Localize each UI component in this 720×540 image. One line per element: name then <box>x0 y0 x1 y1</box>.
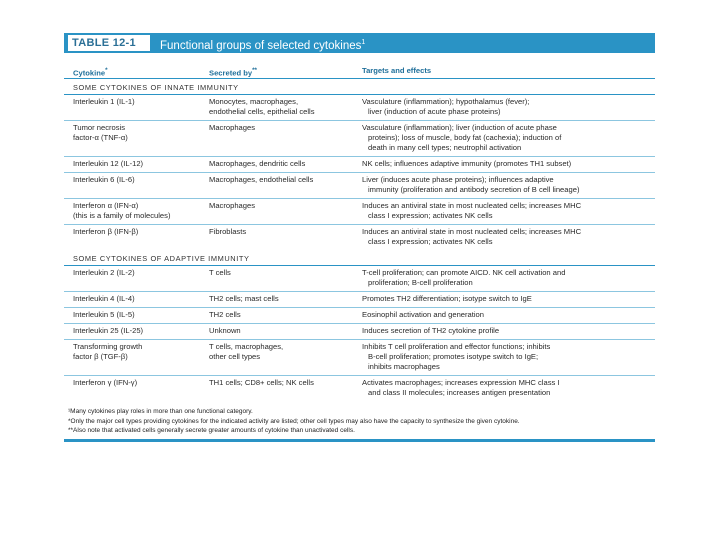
cell-cytokine <box>64 294 209 304</box>
cell-line: Activates macrophages; increases expression MHC class I <box>362 378 560 387</box>
cell-line: endothelial cells, epithelial cells <box>209 107 315 116</box>
cell-line: T-cell proliferation; can promote AICD. NK cell activation and <box>362 268 566 277</box>
cell-line: T cells <box>209 268 231 277</box>
footnote: **Also note that activated cells generally secrete greater amounts of cytokine than unactivated cells. <box>68 427 355 434</box>
cell-line: Macrophages, endothelial cells <box>209 175 314 184</box>
cell-line: Eosinophil activation and generation <box>362 310 485 319</box>
section-title: SOME CYTOKINES OF INNATE IMMUNITY <box>73 83 239 92</box>
header-cytokine-mark: * <box>105 67 108 74</box>
cell-secreted-by <box>209 310 362 320</box>
cell-line: death in many cell types; neutrophil activation <box>368 143 522 152</box>
cell-secreted-by <box>209 326 362 336</box>
table-body <box>64 82 655 401</box>
cytokine-table-slide <box>64 33 655 442</box>
cell-secreted-by <box>209 378 362 398</box>
cell-line: and class II molecules; increases antigen presentation <box>368 388 551 397</box>
cell-line: Interleukin 1 (IL-1) <box>73 97 135 106</box>
cell-cytokine <box>64 159 209 169</box>
table-row <box>64 323 655 339</box>
cell-targets <box>362 201 655 221</box>
cell-line: B-cell proliferation; promotes isotype switch to IgE; <box>368 352 539 361</box>
cell-line: immunity (proliferation and antibody secretion of B cell lineage) <box>368 185 580 194</box>
cell-secreted-by <box>209 227 362 247</box>
header-cytokine-label: Cytokine <box>73 68 106 78</box>
cell-targets <box>362 175 655 195</box>
cell-line: Unknown <box>209 326 241 335</box>
table-row <box>64 224 655 250</box>
cell-line: Interferon α (IFN-α) <box>73 201 139 210</box>
cell-targets <box>362 310 655 320</box>
cell-secreted-by <box>209 268 362 288</box>
cell-line: Induces an antiviral state in most nucleated cells; increases MHC <box>362 201 582 210</box>
cell-line: other cell types <box>209 352 261 361</box>
cell-line: Vasculature (inflammation); hypothalamus (fever); <box>362 97 530 106</box>
cell-targets <box>362 268 655 288</box>
cell-secreted-by <box>209 175 362 195</box>
cell-line: class I expression; activates NK cells <box>368 237 493 246</box>
table-row <box>64 172 655 198</box>
header-cytokine <box>64 66 209 78</box>
cell-targets <box>362 97 655 117</box>
table-row <box>64 156 655 172</box>
cell-line: Promotes TH2 differentiation; isotype switch to IgE <box>362 294 532 303</box>
cell-line: proteins); loss of muscle, body fat (cachexia); induction of <box>368 133 562 142</box>
cell-line: Induces an antiviral state in most nucleated cells; increases MHC <box>362 227 582 236</box>
cell-cytokine <box>64 227 209 247</box>
cell-line: TH2 cells; mast cells <box>209 294 279 303</box>
cell-cytokine <box>64 175 209 195</box>
cell-line: Monocytes, macrophages, <box>209 97 299 106</box>
cell-line: Interleukin 6 (IL-6) <box>73 175 135 184</box>
cell-line: factor β (TGF-β) <box>73 352 128 361</box>
table-row <box>64 94 655 120</box>
cell-line: TH2 cells <box>209 310 241 319</box>
bottom-rule <box>64 439 655 442</box>
cell-secreted-by <box>209 294 362 304</box>
cell-cytokine <box>64 123 209 153</box>
cell-targets <box>362 123 655 153</box>
header-rule <box>64 78 655 79</box>
cell-cytokine <box>64 268 209 288</box>
table-row <box>64 307 655 323</box>
cell-line: Macrophages <box>209 123 256 132</box>
cell-line: Interleukin 12 (IL-12) <box>73 159 144 168</box>
cell-line: T cells, macrophages, <box>209 342 284 351</box>
section-title: SOME CYTOKINES OF ADAPTIVE IMMUNITY <box>73 254 250 263</box>
table-row <box>64 198 655 224</box>
cell-line: Liver (induces acute phase proteins); influences adaptive <box>362 175 554 184</box>
table-title-footnote-mark: 1 <box>361 39 366 46</box>
cell-cytokine <box>64 201 209 221</box>
table-row <box>64 339 655 375</box>
footnotes <box>64 407 655 436</box>
cell-targets <box>362 159 655 169</box>
cell-line: Interferon β (IFN-β) <box>73 227 139 236</box>
title-bar <box>64 33 655 53</box>
cell-line: Inhibits T cell proliferation and effector functions; inhibits <box>362 342 551 351</box>
header-targets: Targets and effects <box>362 66 432 75</box>
cell-cytokine <box>64 97 209 117</box>
cell-line: Interferon γ (IFN-γ) <box>73 378 138 387</box>
header-secreted-by <box>209 66 362 78</box>
cell-line: Interleukin 4 (IL-4) <box>73 294 135 303</box>
table-number: TABLE 12-1 <box>68 35 150 51</box>
cell-line: (this is a family of molecules) <box>73 211 171 220</box>
cell-line: Induces secretion of TH2 cytokine profile <box>362 326 500 335</box>
cell-secreted-by <box>209 342 362 372</box>
cell-line: Interleukin 5 (IL-5) <box>73 310 135 319</box>
cell-line: class I expression; activates NK cells <box>368 211 493 220</box>
table-row <box>64 375 655 401</box>
header-secreted-by-label: Secreted by <box>209 68 253 78</box>
cell-line: Macrophages <box>209 201 256 210</box>
cell-cytokine <box>64 326 209 336</box>
cell-line: TH1 cells; CD8+ cells; NK cells <box>209 378 314 387</box>
cell-targets <box>362 227 655 247</box>
cell-cytokine <box>64 378 209 398</box>
cell-line: proliferation; B-cell proliferation <box>368 278 473 287</box>
footnote: *Only the major cell types providing cytokines for the indicated activity are listed; other cell types may also have the capacity to synthesize the given cytokine. <box>68 417 520 425</box>
table-row <box>64 265 655 291</box>
cell-line: liver (induction of acute phase proteins) <box>368 107 501 116</box>
table-row <box>64 120 655 156</box>
cell-line: Interleukin 25 (IL-25) <box>73 326 144 335</box>
cell-line: Macrophages, dendritic cells <box>209 159 306 168</box>
cell-line: Transforming growth <box>73 342 143 351</box>
cell-cytokine <box>64 310 209 320</box>
cell-targets <box>362 294 655 304</box>
cell-line: Interleukin 2 (IL-2) <box>73 268 135 277</box>
cell-secreted-by <box>209 201 362 221</box>
cell-targets <box>362 326 655 336</box>
footnote: ¹Many cytokines play roles in more than one functional category. <box>68 408 253 415</box>
table-row <box>64 291 655 307</box>
table-header <box>64 66 655 78</box>
cell-line: Tumor necrosis <box>73 123 126 132</box>
cell-line: NK cells; influences adaptive immunity (promotes TH1 subset) <box>362 159 572 168</box>
cell-secreted-by <box>209 97 362 117</box>
header-secreted-by-mark: ** <box>252 67 257 74</box>
table-title <box>160 33 365 56</box>
cell-line: factor-α (TNF-α) <box>73 133 128 142</box>
table-title-text: Functional groups of selected cytokines <box>160 39 362 52</box>
cell-targets <box>362 378 655 398</box>
cell-line: Fibroblasts <box>209 227 247 236</box>
cell-secreted-by <box>209 123 362 153</box>
cytokine-table <box>64 66 655 401</box>
cell-targets <box>362 342 655 372</box>
cell-cytokine <box>64 342 209 372</box>
cell-line: inhibits macrophages <box>368 362 440 371</box>
cell-line: Vasculature (inflammation); liver (induction of acute phase <box>362 123 557 132</box>
cell-secreted-by <box>209 159 362 169</box>
